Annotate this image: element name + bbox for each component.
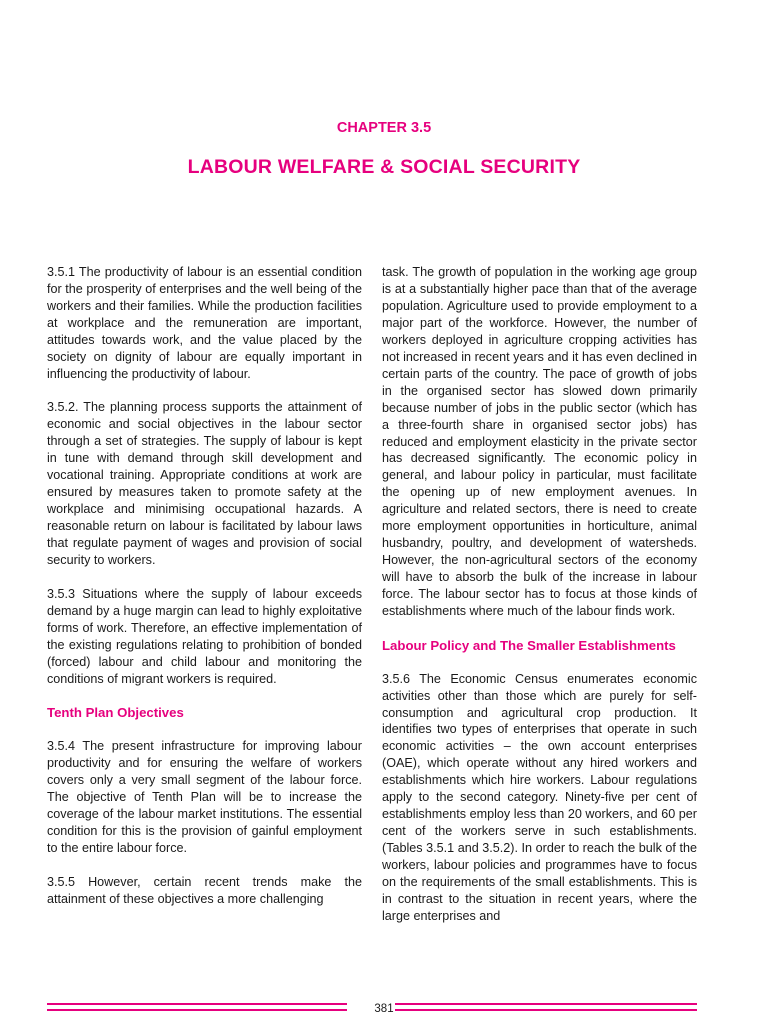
footer-rule-right-top — [395, 1003, 697, 1005]
chapter-title: LABOUR WELFARE & SOCIAL SECURITY — [187, 156, 581, 178]
paragraph-continued: task. The growth of population in the working age group is at a substantially higher pace than that of the average population. Agriculture used to provide employment to a major part of the workforce. However, the number of workers deployed in agriculture cropping activities has not increased in recent years and it has even declined in certain parts of the country. The pace of growth of jobs in the organised sector has slowed down primarily because number of jobs in the public sector (which has a three-fourth share in organised sector jobs) has reduced and employment elasticity in the private sector has decreased significantly. The economic policy in general, and labour policy in particular, must facilitate the opening up of new employment avenues. In agriculture and related sectors, there is need to create more employment opportunities in horticulture, animal husbandry, poultry, and development of watersheds. However, the non-agricultural sectors of the economy will have to absorb the bulk of the increase in labour force. The labour sector has to focus at those kinds of establishments where much of the labour finds work. — [382, 265, 697, 619]
paragraph-3-5-1: 3.5.1 The productivity of labour is an essential condition for the prosperity of enterprises and the well being of the workers and their families. While the production facilities at workplace and the remuneration are important, attitudes towards work, and the value placed by the society on dignity of labour are equally important in influencing the productivity of labour. — [47, 265, 362, 381]
paragraph-3-5-4: 3.5.4 The present infrastructure for improving labour productivity and for ensuring the welfare of workers covers only a very small segment of the labour force. The objective of Tenth Plan will be to increase the coverage of the labour market institutions. The essential condition for this is the provision of gainful employment to the entire labour force. — [47, 739, 362, 855]
section-heading-labour-policy: Labour Policy and The Smaller Establishments — [382, 637, 676, 653]
footer-rule-left-top — [47, 1003, 347, 1005]
chapter-label: CHAPTER 3.5 — [336, 120, 432, 136]
paragraph-3-5-6: 3.5.6 The Economic Census enumerates economic activities other than those which are purely for self-consumption and agricultural crop production. It identifies two types of enterprises that operate in such economic activities – the own account enterprises (OAE), which operate without any hired workers and establishments which hire workers. Labour regulations apply to the second category. Ninety-five per cent of establishments employ less than 20 workers, and 60 per cent of the workers serve in such establishments. (Tables 3.5.1 and 3.5.2). In order to reach the bulk of the workers, labour policies and programmes have to focus on the requirements of the small establishments. This is in contrast to the situation in recent years, where the large enterprises and — [382, 671, 697, 923]
page-number: 381 — [374, 1003, 394, 1015]
right-column — [382, 264, 697, 942]
paragraph-3-5-2: 3.5.2. The planning process supports the attainment of economic and social objectives in the labour sector through a set of strategies. The supply of labour is kept in tune with demand through skill development and vocational training. Appropriate conditions at work are ensured by measures taken to promote safety at the workplace and minimising occupational hazards. A reasonable return on labour is facilitated by labour laws that regulate payment of wages and provision of social security to workers. — [47, 400, 362, 568]
section-heading-tenth-plan: Tenth Plan Objectives — [47, 705, 184, 721]
footer-rule-right-bottom — [395, 1009, 697, 1011]
paragraph-3-5-3: 3.5.3 Situations where the supply of labour exceeds demand by a huge margin can lead to highly exploitative forms of work. Therefore, an effective implementation of the existing regulations relating to prohibition of bonded (forced) labour and child labour and monitoring the conditions of migrant workers is required. — [47, 586, 362, 686]
footer-rule-left-bottom — [47, 1009, 347, 1011]
paragraph-3-5-5: 3.5.5 However, certain recent trends make the attainment of these objectives a more challenging — [47, 874, 362, 906]
left-column — [47, 264, 362, 924]
